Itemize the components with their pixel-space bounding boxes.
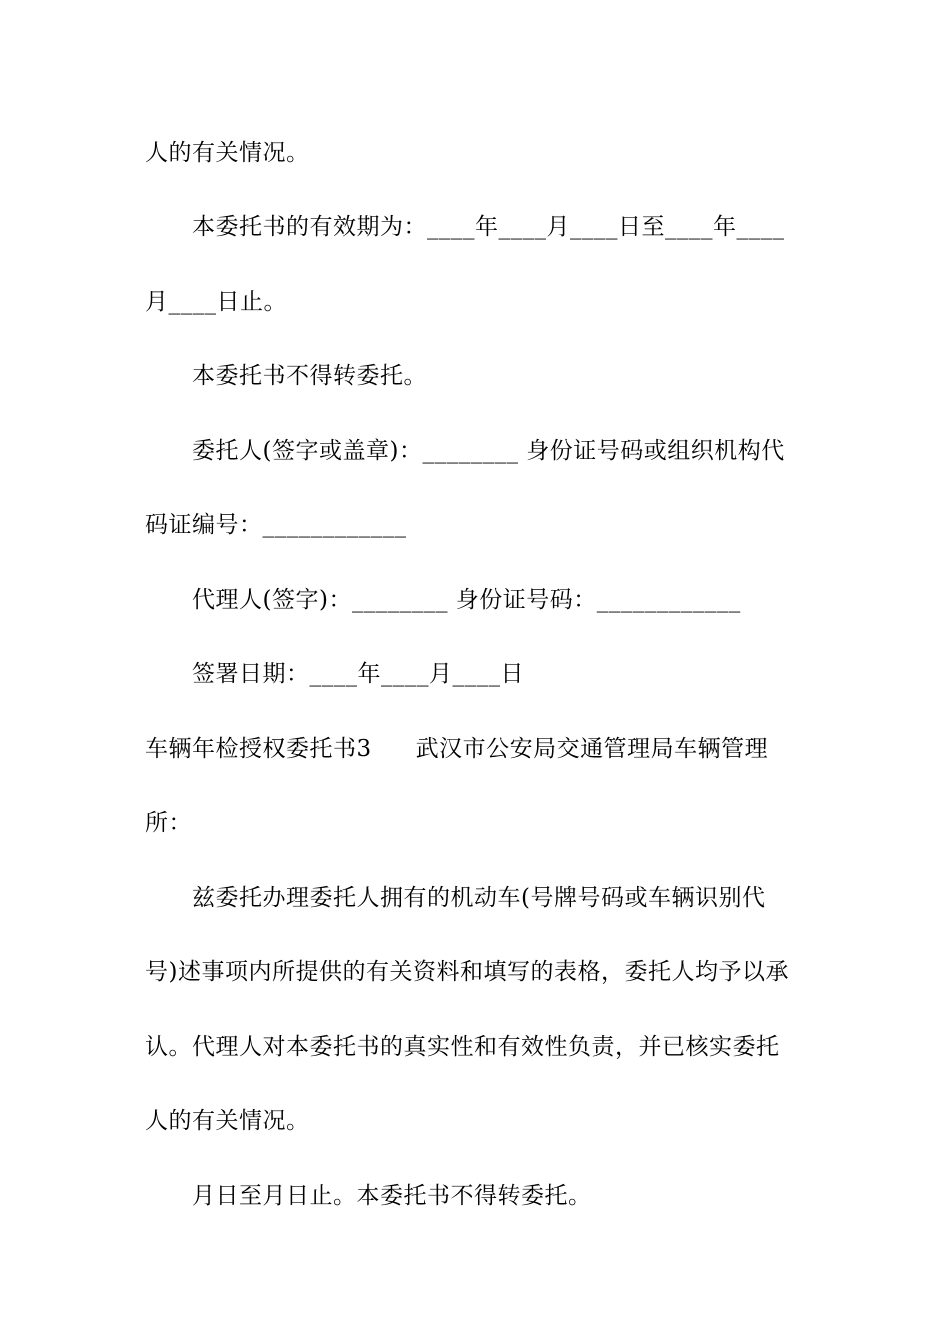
signing-date-line: 签署日期：____年____月____日 bbox=[192, 661, 524, 687]
paragraph-line: 代理人(签字)：________ 身份证号码：____________ bbox=[192, 587, 741, 613]
paragraph-line: 本委托书的有效期为：____年____月____日至____年____ bbox=[192, 214, 785, 240]
paragraph-line: 本委托书不得转委托。 bbox=[192, 363, 427, 389]
paragraph-line: 码证编号：____________ bbox=[145, 512, 407, 538]
section-title: 车辆年检授权委托书3 bbox=[145, 736, 372, 762]
paragraph-line: 所： bbox=[145, 810, 192, 836]
paragraph-line: 人的有关情况。 bbox=[145, 140, 310, 166]
paragraph-line: 月日至月日止。本委托书不得转委托。 bbox=[192, 1183, 592, 1209]
paragraph-line: 号)述事项内所提供的有关资料和填写的表格，委托人均予以承 bbox=[145, 959, 789, 985]
paragraph-line: 兹委托办理委托人拥有的机动车(号牌号码或车辆识别代 bbox=[192, 885, 766, 911]
addressee: 武汉市公安局交通管理局车辆管理 bbox=[415, 736, 769, 762]
paragraph-line: 委托人(签字或盖章)：________ 身份证号码或组织机构代 bbox=[192, 438, 785, 464]
paragraph-line: 人的有关情况。 bbox=[145, 1108, 310, 1134]
paragraph-line: 月____日止。 bbox=[145, 289, 287, 315]
section-heading-line bbox=[145, 734, 815, 764]
paragraph-line: 认。代理人对本委托书的真实性和有效性负责，并已核实委托 bbox=[145, 1034, 780, 1060]
